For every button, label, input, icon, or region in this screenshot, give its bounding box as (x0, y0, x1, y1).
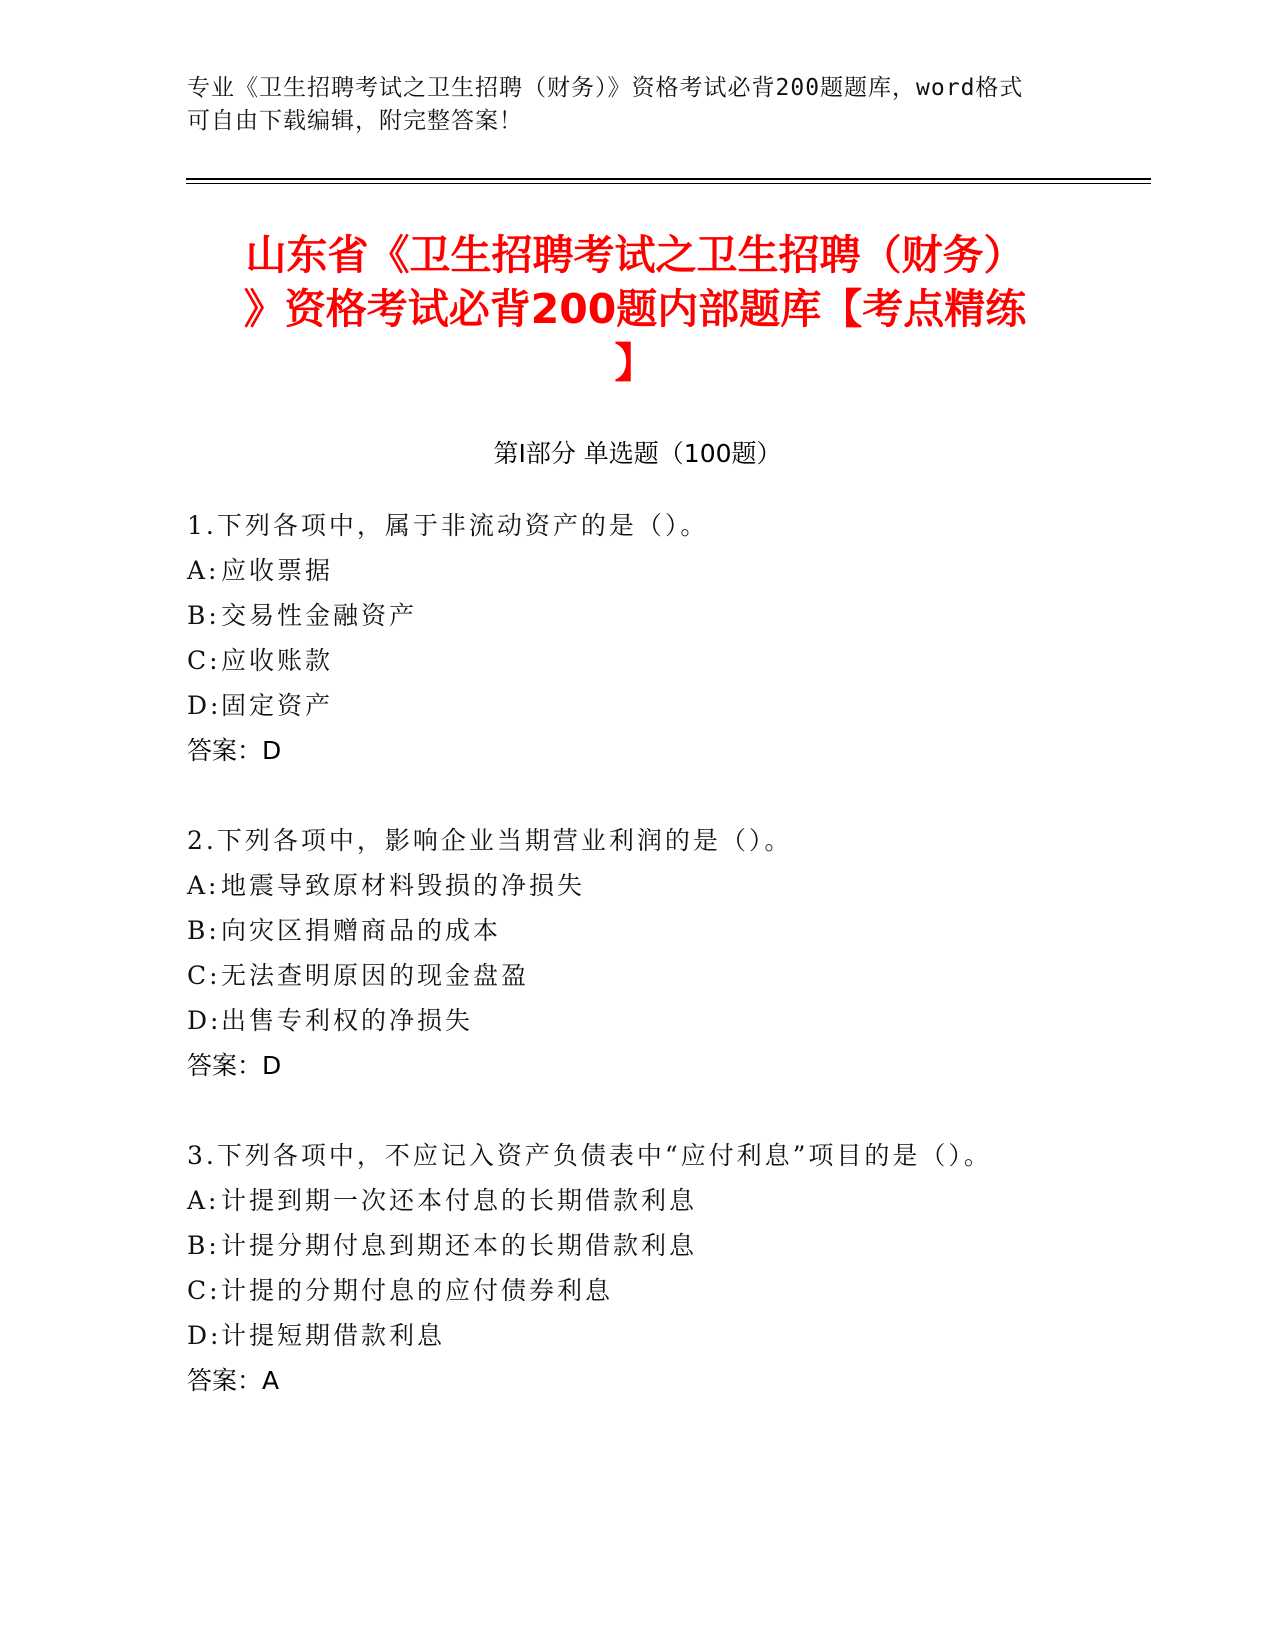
question-3 (187, 1133, 1127, 1403)
option-text: 向灾区捐赠商品的成本 (221, 916, 502, 945)
header-note-line-2: 可自由下载编辑，附完整答案！ (187, 108, 523, 134)
header-divider-thin (186, 183, 1151, 184)
option-text: 固定资产 (221, 691, 334, 720)
option-text: 计提到期一次还本付息的长期借款利息 (221, 1186, 698, 1215)
option-text: 交易性金融资产 (221, 601, 418, 630)
option-a (187, 548, 1127, 593)
option-text: 计提分期付息到期还本的长期借款利息 (221, 1231, 698, 1260)
question-1 (187, 503, 1127, 773)
question-stem: 2.下列各项中，影响企业当期营业利润的是（）。 (187, 826, 793, 855)
title-line-3: 】 (614, 339, 656, 387)
option-c (187, 638, 1127, 683)
question-stem: 1.下列各项中，属于非流动资产的是（）。 (187, 511, 709, 540)
option-letter: B: (187, 601, 220, 630)
option-letter: B: (187, 916, 220, 945)
option-c (187, 953, 1127, 998)
option-d (187, 683, 1127, 728)
header-divider-thick (186, 178, 1151, 180)
answer-label: 答案：A (187, 1366, 280, 1395)
option-b (187, 908, 1127, 953)
option-letter: D: (187, 691, 222, 720)
option-d (187, 998, 1127, 1043)
answer-label: 答案：D (187, 1051, 282, 1080)
title-line-2: 》资格考试必背200题内部题库【考点精练 (243, 285, 1027, 333)
document-title (190, 228, 1080, 390)
option-letter: A: (187, 1186, 220, 1215)
option-text: 出售专利权的净损失 (221, 1006, 474, 1035)
section-title: 第Ⅰ部分 单选题（100题） (493, 439, 782, 468)
option-b (187, 593, 1127, 638)
option-d (187, 1313, 1127, 1358)
option-text: 计提的分期付息的应付债券利息 (221, 1276, 614, 1305)
answer-label: 答案：D (187, 736, 282, 765)
option-letter: C: (187, 1276, 221, 1305)
option-a (187, 1178, 1127, 1223)
option-letter: C: (187, 961, 221, 990)
option-c (187, 1268, 1127, 1313)
option-letter: B: (187, 1231, 220, 1260)
option-text: 计提短期借款利息 (221, 1321, 446, 1350)
option-letter: A: (187, 871, 220, 900)
title-line-1: 山东省《卫生招聘考试之卫生招聘（财务） (245, 231, 1025, 279)
option-text: 无法查明原因的现金盘盈 (221, 961, 530, 990)
question-stem: 3.下列各项中，不应记入资产负债表中“应付利息”项目的是（）。 (187, 1141, 992, 1170)
option-letter: A: (187, 556, 220, 585)
option-text: 应收账款 (221, 646, 334, 675)
option-text: 应收票据 (221, 556, 334, 585)
option-letter: D: (187, 1321, 222, 1350)
question-2 (187, 818, 1127, 1088)
option-letter: C: (187, 646, 221, 675)
header-note-line-1: 专业《卫生招聘考试之卫生招聘（财务）》资格考试必背200题题库，word格式 (187, 75, 1024, 101)
option-a (187, 863, 1127, 908)
option-b (187, 1223, 1127, 1268)
option-text: 地震导致原材料毁损的净损失 (221, 871, 586, 900)
option-letter: D: (187, 1006, 222, 1035)
header-note (187, 72, 1067, 138)
